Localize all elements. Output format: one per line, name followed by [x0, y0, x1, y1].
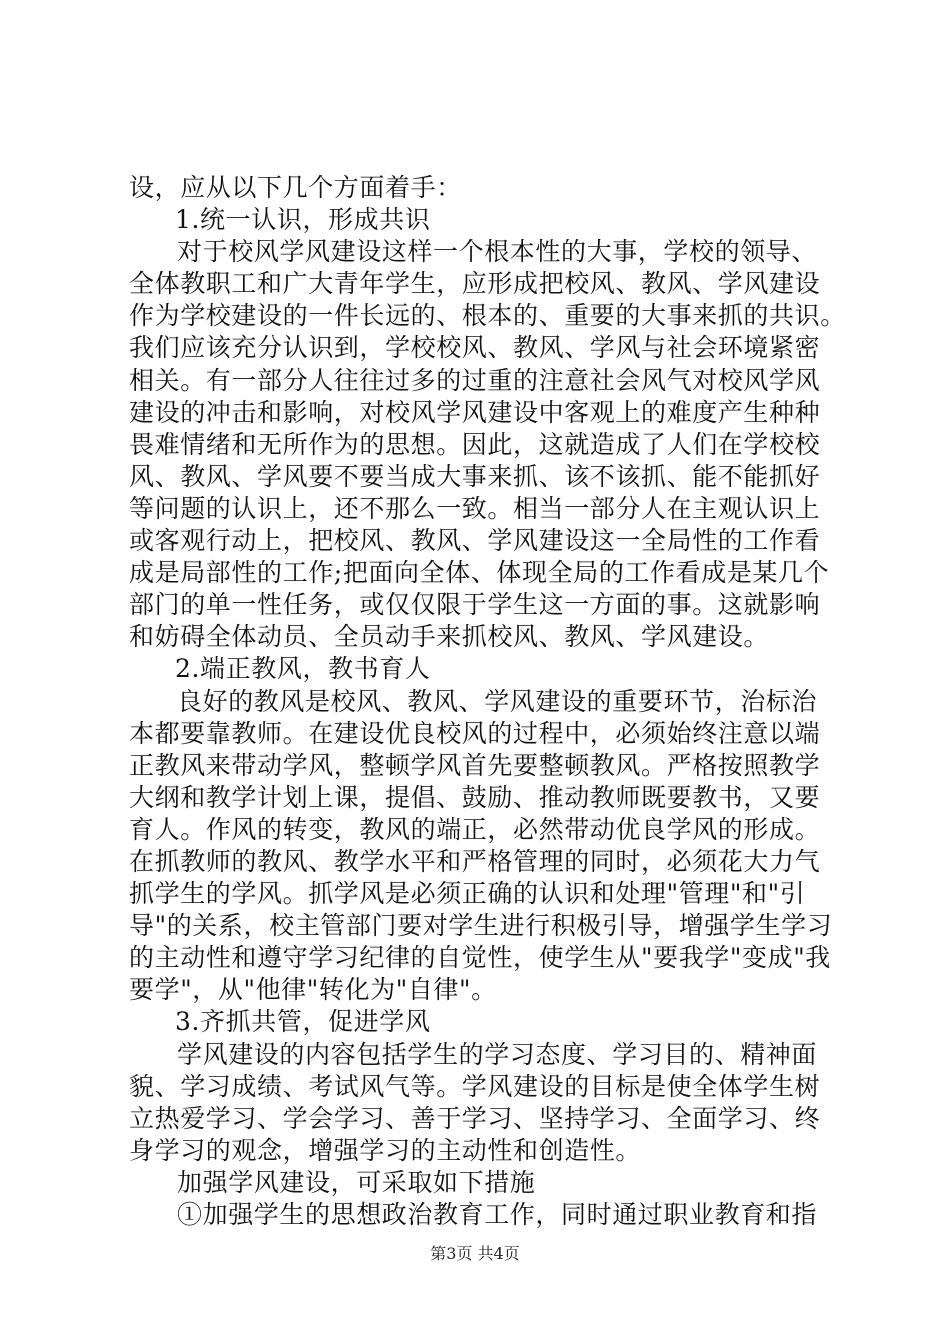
text-line: 的主动性和遵守学习纪律的自觉性，使学生从"要我学"变成"我	[129, 943, 831, 973]
text-line: 成是局部性的工作;把面向全体、体现全局的工作看成是某几个	[129, 558, 830, 588]
document-body	[129, 172, 849, 1231]
text-line: 或客观行动上，把校风、教风、学风建设这一全局性的工作看	[129, 526, 821, 556]
text-line: 加强学风建设，可采取如下措施	[177, 1167, 536, 1197]
text-line: 相关。有一部分人往往过多的过重的注意社会风气对校风学风	[129, 365, 821, 395]
section-heading: 2.端正教风，教书育人	[175, 654, 431, 684]
text-line: 在抓教师的教风、教学水平和严格管理的同时，必须花大力气	[129, 846, 821, 876]
text-line: 对于校风学风建设这样一个根本性的大事，学校的领导、	[177, 237, 818, 267]
text-line: 本都要靠教师。在建设优良校风的过程中，必须始终注意以端	[129, 718, 821, 748]
text-line: 抓学生的学风。抓学风是必须正确的认识和处理"管理"和"引	[129, 879, 806, 909]
text-line: 身学习的观念，增强学习的主动性和创造性。	[129, 1135, 642, 1165]
text-line: 畏难情绪和无所作为的思想。因此，这就造成了人们在学校校	[129, 429, 821, 459]
text-line: 作为学校建设的一件长远的、根本的、重要的大事来抓的共识。	[129, 301, 846, 331]
text-line: 我们应该充分认识到，学校校风、教风、学风与社会环境紧密	[129, 333, 821, 363]
text-line: 和妨碍全体动员、全员动手来抓校风、教风、学风建设。	[129, 622, 770, 652]
list-item: ①加强学生的思想政治教育工作，同时通过职业教育和指	[177, 1200, 818, 1229]
text-line: 建设的冲击和影响，对校风学风建设中客观上的难度产生种种	[129, 397, 821, 427]
text-line: 全体教职工和广大青年学生，应形成把校风、教风、学风建设	[129, 269, 821, 299]
text-line: 育人。作风的转变，教风的端正，必然带动优良学风的形成。	[129, 814, 821, 844]
text-line: 导"的关系，校主管部门要对学生进行积极引导，增强学生学习	[129, 911, 833, 941]
text-line: 部门的单一性任务，或仅仅限于学生这一方面的事。这就影响	[129, 590, 821, 620]
text-line: 貌、学习成绩、考试风气等。学风建设的目标是使全体学生树	[129, 1071, 821, 1101]
text-line: 良好的教风是校风、教风、学风建设的重要环节，治标治	[177, 686, 818, 716]
text-line: 立热爱学习、学会学习、善于学习、坚持学习、全面学习、终	[129, 1103, 821, 1133]
text-line: 设，应从以下几个方面着手：	[129, 173, 462, 202]
page-number: 第3页 共4页	[430, 1244, 520, 1263]
text-line: 等问题的认识上，还不那么一致。相当一部分人在主观认识上	[129, 493, 821, 523]
text-line: 学风建设的内容包括学生的学习态度、学习目的、精神面	[177, 1039, 818, 1069]
section-heading: 1.统一认识，形成共识	[175, 205, 431, 235]
text-line: 要学"，从"他律"转化为"自律"。	[129, 975, 497, 1005]
text-line: 大纲和教学计划上课，提倡、鼓励、推动教师既要教书，又要	[129, 782, 821, 812]
section-heading: 3.齐抓共管，促进学风	[175, 1007, 431, 1037]
text-line: 正教风来带动学风，整顿学风首先要整顿教风。严格按照教学	[129, 750, 821, 780]
text-line: 风、教风、学风要不要当成大事来抓、该不该抓、能不能抓好	[129, 461, 821, 491]
